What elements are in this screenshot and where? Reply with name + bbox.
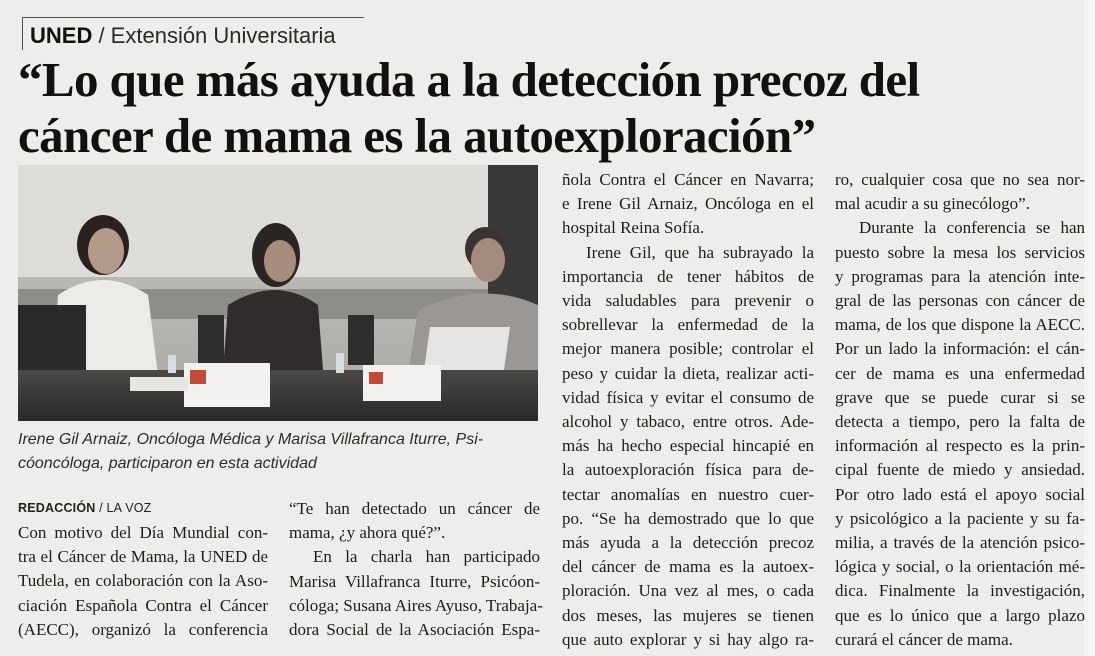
article-column-2 bbox=[289, 497, 543, 642]
body-line: tectar anomalías en nuestro cuer- bbox=[562, 484, 814, 504]
body-line: mal acudir a su ginecólogo”. bbox=[835, 194, 1030, 214]
body-line: más ayuda a la detección precoz bbox=[562, 533, 814, 553]
body-line: dora Social de la Asociación Espa- bbox=[289, 620, 540, 640]
article-column-1 bbox=[18, 521, 268, 642]
body-line: curará el cáncer de mama. bbox=[835, 629, 1013, 649]
body-line: y programas para la atención inte- bbox=[835, 266, 1085, 286]
body-line: Tudela, en colaboración con la Aso- bbox=[18, 571, 268, 591]
caption-line-1: Irene Gil Arnaiz, Oncóloga Médica y Marisa Villafranca Iturre, Psi- bbox=[18, 431, 484, 448]
body-line: milia, a través de la atención psico- bbox=[835, 533, 1085, 553]
body-line: tra el Cáncer de Mama, la UNED de bbox=[18, 547, 268, 567]
body-line: mama, de los que dispone la AECC. bbox=[835, 315, 1085, 335]
section-subtitle: / Extensión Universitaria bbox=[92, 23, 336, 48]
article-column-4 bbox=[835, 168, 1085, 652]
headline-line-2: cáncer de mama es la autoexploración” bbox=[18, 108, 816, 163]
body-line: Marisa Villafranca Iturre, Psicóon- bbox=[289, 571, 540, 591]
body-line: e Irene Gil Arnaiz, Oncóloga en el bbox=[562, 194, 814, 214]
body-line: vidad física y evitar el consumo de bbox=[562, 387, 814, 407]
body-line: “Te han detectado un cáncer de bbox=[289, 499, 540, 518]
body-line: que auto explorar y si hay algo ra- bbox=[562, 629, 814, 649]
body-line: sobrellevar la enfermedad de la bbox=[562, 315, 814, 335]
conference-photo-illustration bbox=[18, 165, 538, 421]
body-line: la autoexploración física para de- bbox=[562, 460, 814, 480]
body-line: peso y cuidar la dieta, realizar acti- bbox=[562, 363, 814, 383]
body-line: Irene Gil, que ha subrayado la bbox=[586, 242, 814, 262]
body-line: detecta a tiempo, pero la falta de bbox=[835, 412, 1085, 432]
body-line: información al respecto es la prin- bbox=[835, 436, 1085, 456]
body-line: cóloga; Susana Aires Ayuso, Trabaja- bbox=[289, 595, 543, 615]
body-line: y psicológico a la paciente y su fa- bbox=[835, 508, 1085, 528]
caption-line-2: cóoncóloga, participaron en esta actividad bbox=[18, 455, 317, 472]
body-line: dica. Finalmente la investigación, bbox=[835, 581, 1085, 601]
body-line: (AECC), organizó la conferencia bbox=[18, 619, 268, 639]
body-line: del cáncer de mama es la autoex- bbox=[562, 557, 814, 577]
headline-line-1: “Lo que más ayuda a la detección precoz del bbox=[18, 52, 920, 107]
body-line: ro, cualquier cosa que no sea nor- bbox=[835, 170, 1085, 189]
body-line: ploración. Una vez al mes, o cada bbox=[562, 581, 814, 601]
body-line: ciación Española Contra el Cáncer bbox=[18, 595, 268, 615]
body-line: Con motivo del Día Mundial con- bbox=[18, 523, 268, 542]
body-line: puesto sobre la mesa los servicios bbox=[835, 242, 1085, 262]
body-line: más ha hecho especial hincapié en bbox=[562, 436, 814, 456]
byline-source: / LA VOZ bbox=[95, 501, 152, 515]
conference-photo bbox=[18, 165, 538, 421]
body-line: mama, ¿y ahora qué?”. bbox=[289, 523, 446, 543]
body-line: que es lo único que a largo plazo bbox=[835, 605, 1085, 625]
headline bbox=[18, 52, 1058, 164]
body-line: ñola Contra el Cáncer en Navarra; bbox=[562, 170, 814, 189]
body-line: hospital Reina Sofía. bbox=[562, 218, 705, 238]
body-line: importancia de tener hábitos de bbox=[562, 266, 814, 286]
section-name: UNED bbox=[30, 23, 93, 48]
body-line: gral de las personas con cáncer de bbox=[835, 291, 1085, 311]
section-header bbox=[30, 23, 336, 49]
section-bar bbox=[22, 18, 23, 50]
page-edge bbox=[1084, 0, 1095, 656]
body-line: cer de mama es una enfermedad bbox=[835, 363, 1085, 383]
body-line: dos meses, las mujeres se tienen bbox=[562, 605, 814, 625]
section-rule bbox=[22, 17, 364, 18]
body-line: lógica y social, o la orientación mé- bbox=[835, 557, 1085, 577]
byline bbox=[18, 501, 152, 515]
body-line: En la charla han participado bbox=[313, 547, 540, 567]
byline-author: REDACCIÓN bbox=[18, 501, 96, 515]
body-line: vida saludables para prevenir o bbox=[562, 291, 814, 311]
body-line: alcohol y tabaco, entre otros. Ade- bbox=[562, 412, 814, 432]
body-line: Por otro lado está el apoyo social bbox=[835, 484, 1085, 504]
body-line: po. “Se ha demostrado que lo que bbox=[562, 508, 814, 528]
body-line: grave que se puede curar si se bbox=[835, 387, 1085, 407]
body-line: Durante la conferencia se han bbox=[859, 218, 1085, 238]
body-line: mejor manera posible; controlar el bbox=[562, 339, 814, 359]
body-line: Por un lado la información: el cán- bbox=[835, 339, 1085, 359]
photo-caption bbox=[18, 428, 543, 476]
article-column-3 bbox=[562, 168, 814, 652]
body-line: cipal fuente de miedo y ansiedad. bbox=[835, 460, 1085, 480]
